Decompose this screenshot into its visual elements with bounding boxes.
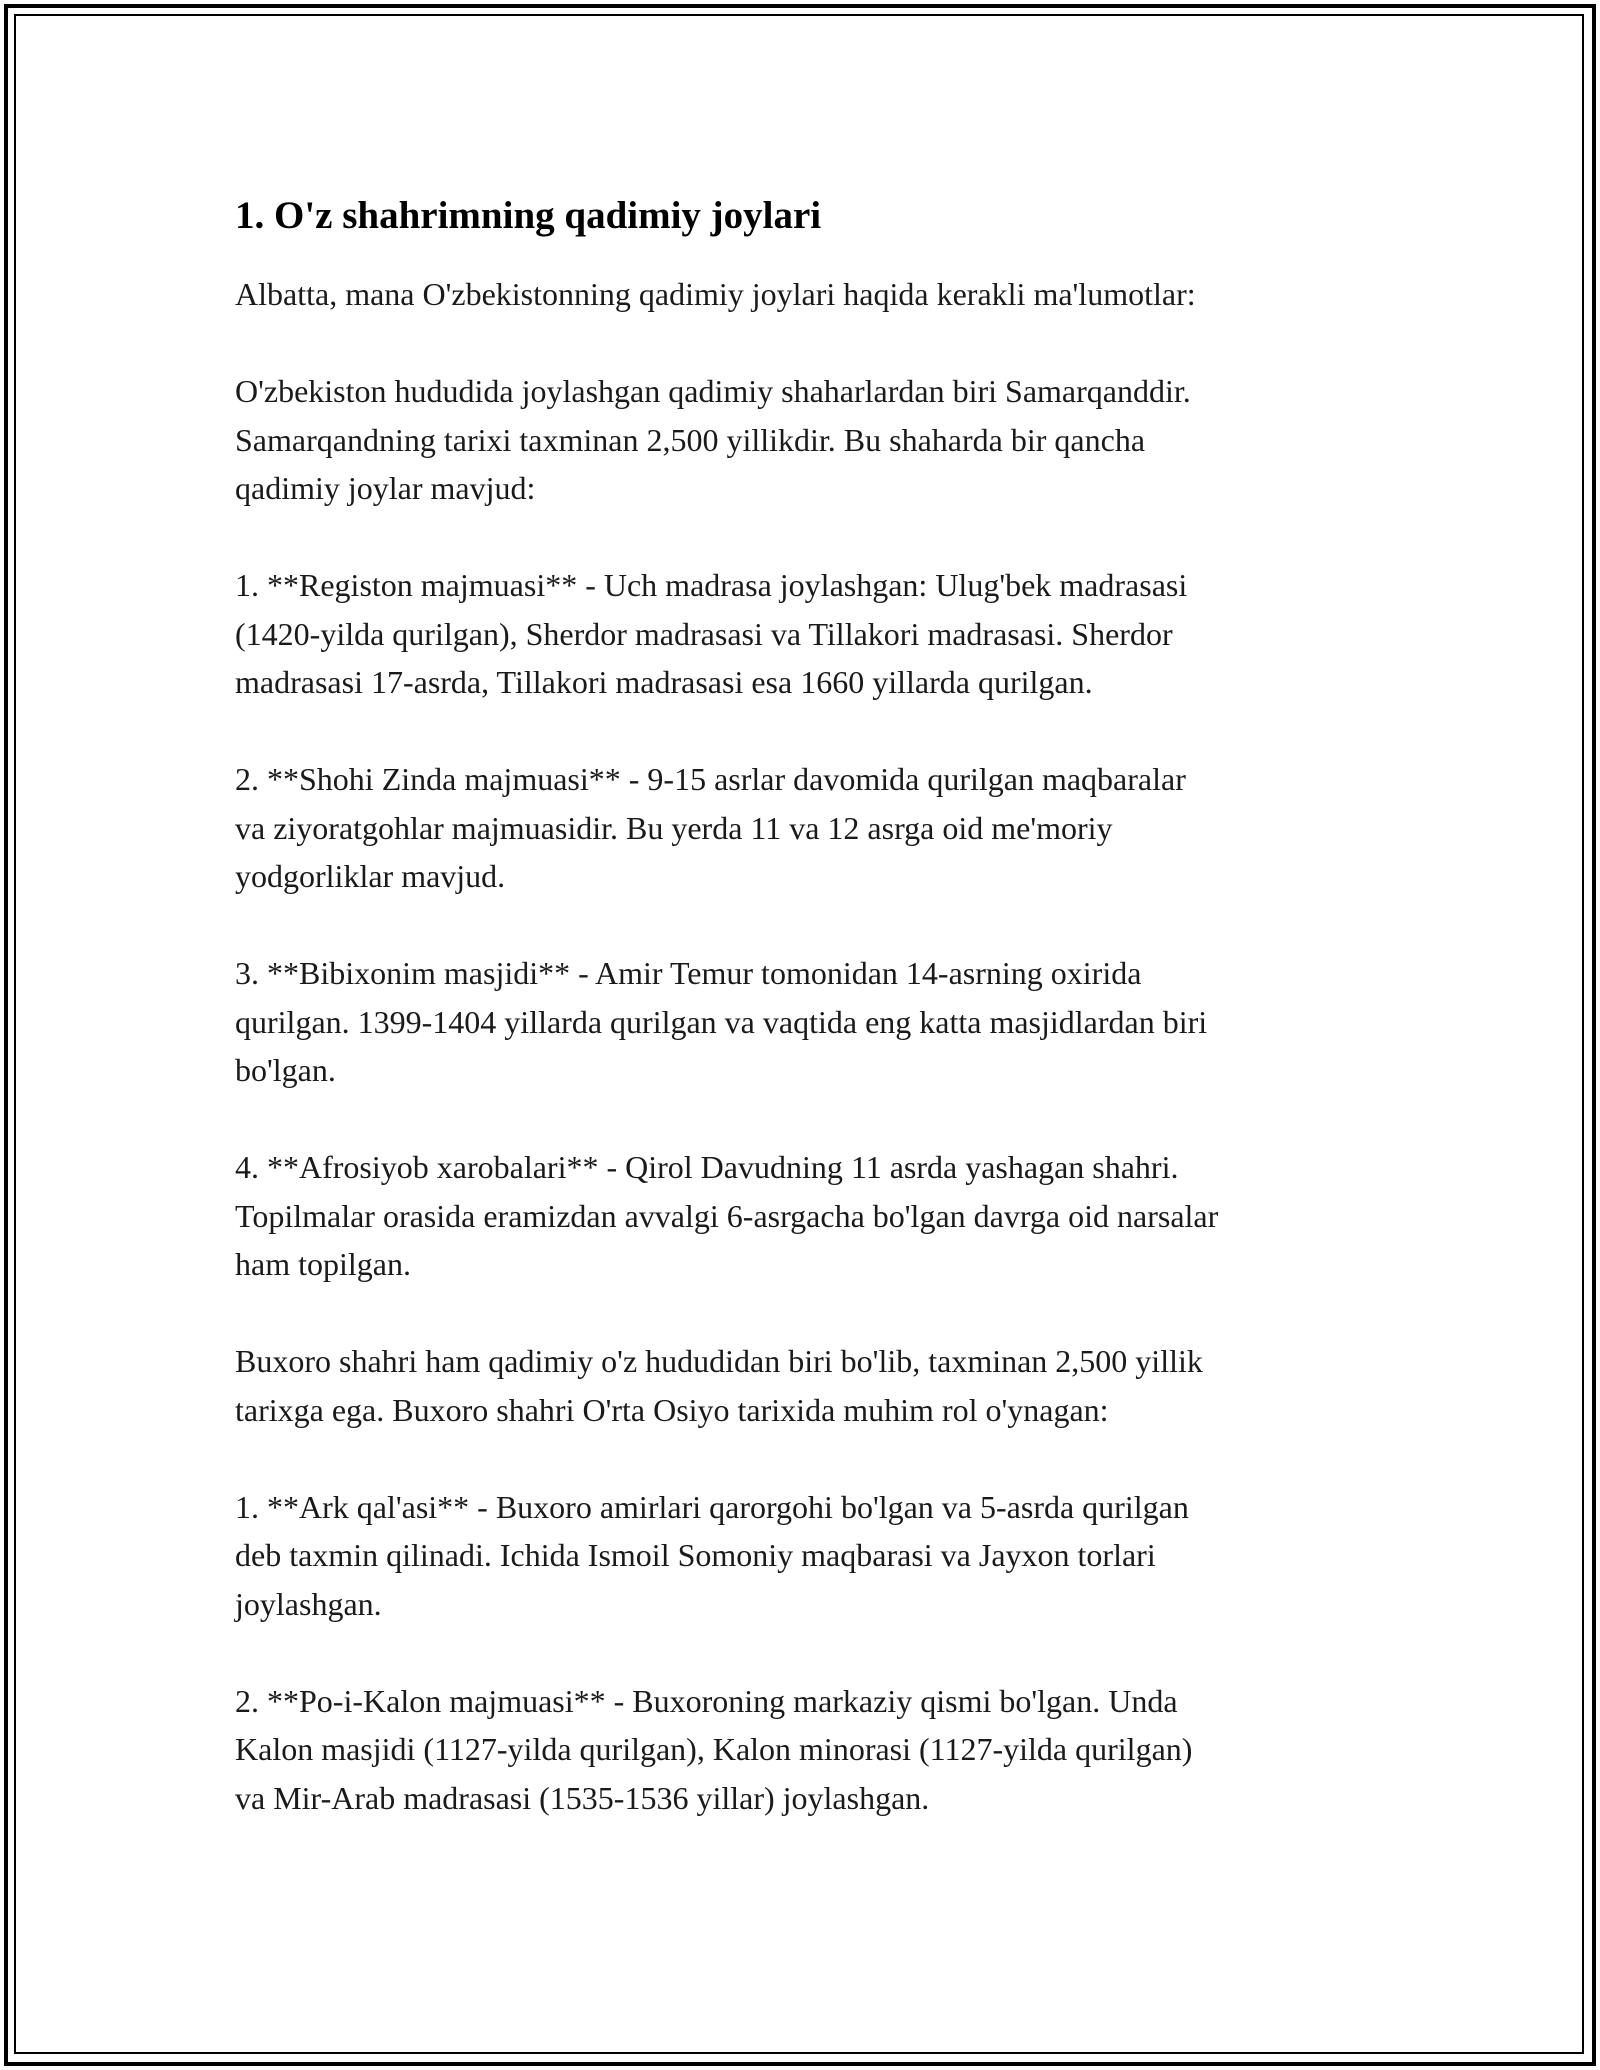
- shohi-zinda-item: 2. **Shohi Zinda majmuasi** - 9-15 asrlar davomida qurilgan maqbaralar va ziyoratgohlar majmuasidir. Bu yerda 11 va 12 asrga oid me'moriy yodgorliklar mavjud.: [235, 761, 1186, 894]
- intro-paragraph: Albatta, mana O'zbekistonning qadimiy joylari haqida kerakli ma'lumotlar:: [235, 276, 1196, 312]
- buxoro-paragraph: Buxoro shahri ham qadimiy o'z hududidan biri bo'lib, taxminan 2,500 yillik tarixga ega. Buxoro shahri O'rta Osiyo tarixida muhim rol o'ynagan:: [235, 1343, 1203, 1428]
- po-i-kalon-item: 2. **Po-i-Kalon majmuasi** - Buxoroning markaziy qismi bo'lgan. Unda Kalon masjidi (1127-yilda qurilgan), Kalon minorasi (1127-yilda qurilgan) va Mir-Arab madrasasi (1535-1536 yillar) joylashgan.: [235, 1682, 1193, 1816]
- bibixonim-item: 3. **Bibixonim masjidi** - Amir Temur tomonidan 14-asrning oxirida qurilgan. 1399-1404 yillarda qurilgan va vaqtida eng katta masjidlardan biri bo'lgan.: [235, 955, 1208, 1088]
- afrosiyob-item: 4. **Afrosiyob xarobalari** - Qirol Davudning 11 asrda yashagan shahri. Topilmalar orasida eramizdan avvalgi 6-asrgacha bo'lgan davrga oid narsalar ham topilgan.: [235, 1149, 1219, 1282]
- ark-item: 1. **Ark qal'asi** - Buxoro amirlari qarorgohi bo'lgan va 5-asrda qurilgan deb taxmin qilinadi. Ichida Ismoil Somoniy maqbarasi va Jayxon torlari joylashgan.: [235, 1488, 1189, 1622]
- document-title: 1. O'z shahrimning qadimiy joylari: [235, 194, 822, 237]
- document-body: [235, 188, 1385, 1871]
- registon-item: 1. **Registon majmuasi** - Uch madrasa joylashgan: Ulug'bek madrasasi (1420-yilda qurilgan), Sherdor madrasasi va Tillakori madrasasi. Sherdor madrasasi 17-asrda, Tillakori madrasasi esa 1660 yillarda qurilgan.: [235, 567, 1188, 700]
- samarqand-paragraph: O'zbekiston hududida joylashgan qadimiy shaharlardan biri Samarqanddir. Samarqandning tarixi taxminan 2,500 yillikdir. Bu shaharda bir qancha qadimiy joylar mavjud:: [235, 373, 1191, 506]
